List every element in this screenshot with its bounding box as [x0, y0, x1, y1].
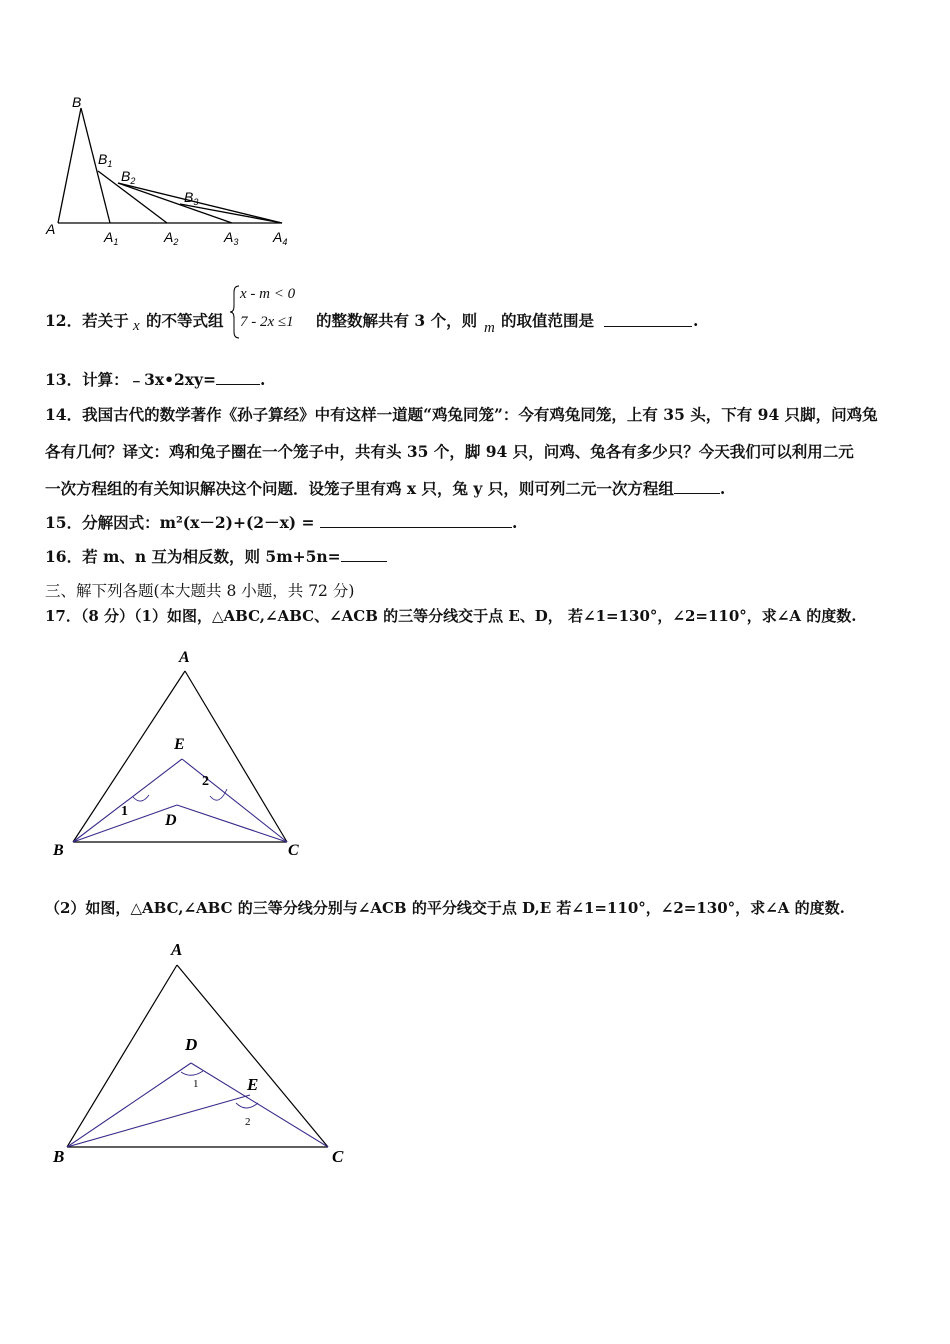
question-12 — [45, 310, 129, 332]
q16-number: 16． — [45, 547, 83, 566]
q12-text-b: 的不等式组 — [146, 311, 224, 330]
question-16 — [45, 546, 387, 568]
label-B1: $B_1$ — [98, 151, 113, 169]
question-14-line2 — [45, 441, 854, 463]
label-C: C — [288, 842, 299, 859]
inequality-1: x - m < 0 — [240, 286, 296, 302]
label-A1: $A_1$ — [104, 229, 119, 247]
q14-line2: 各有几何？译文：鸡和兔子圈在一个笼子中，共有头 35 个，脚 94 只，问鸡、兔各有多少只？今天我们可以利用二元 — [45, 442, 854, 461]
q16-text: 若 m、n 互为相反数，则 5m+5n= — [82, 547, 341, 566]
question-17 — [45, 605, 856, 627]
question-15 — [45, 512, 517, 534]
label-A4: $A_4$ — [273, 229, 288, 247]
q12-answer-blank[interactable] — [604, 312, 692, 327]
label-A: A — [46, 221, 56, 237]
q15-text: 分解因式：m²(x－2)+(2－x) = — [82, 513, 315, 532]
label-E: E — [247, 1075, 259, 1094]
q14-end: . — [719, 479, 726, 498]
q12-text-c: 的整数解共有 3 个，则 — [316, 311, 478, 330]
q17-text: （8 分）（1）如图，△ABC,∠ABC、∠ACB 的三等分线交于点 E、D， 若∠1=130°，∠2=110°，求∠A 的度数. — [80, 607, 857, 625]
angle-1-label: 1 — [121, 804, 128, 819]
angle-2-label: 2 — [202, 774, 209, 789]
q15-end: . — [511, 513, 518, 532]
q14-answer-blank[interactable] — [674, 479, 720, 494]
q14-line1: 我国古代的数学著作《孙子算经》中有这样一道题“鸡兔同笼”：今有鸡兔同笼，上有 35 头，下有 94 只脚，问鸡兔 — [82, 405, 878, 424]
q12-var-m: m — [484, 320, 495, 336]
angle-1-label: 1 — [193, 1078, 199, 1090]
q17-number: 17． — [45, 607, 81, 625]
label-B3: $B_3$ — [184, 189, 199, 207]
label-B: B — [53, 842, 64, 859]
figure-q17-part2 — [45, 935, 365, 1175]
label-B: B — [72, 94, 82, 110]
q12-number: 12． — [45, 311, 83, 330]
q16-answer-blank[interactable] — [341, 547, 387, 562]
inequality-system — [230, 284, 320, 340]
angle-2-label: 2 — [245, 1116, 251, 1128]
q15-answer-blank[interactable] — [320, 513, 512, 528]
q12-end: . — [693, 311, 699, 330]
question-17-part2: （2）如图，△ABC,∠ABC 的三等分线分别与∠ACB 的平分线交于点 D,E 若∠1=110°，∠2=130°，求∠A 的度数. — [45, 899, 845, 917]
figure-q17-part1 — [45, 640, 315, 870]
brace-icon — [230, 284, 240, 340]
figure-sequence-triangles — [40, 92, 310, 252]
q13-answer-blank[interactable] — [216, 370, 260, 385]
label-D: D — [165, 812, 177, 829]
question-14-line3 — [45, 478, 725, 500]
q13-text: 计算：﹣3x•2xy= — [82, 370, 217, 389]
label-A3: $A_3$ — [224, 229, 239, 247]
q12-var-x: x — [133, 318, 140, 334]
question-14-line1 — [45, 404, 878, 426]
q15-number: 15． — [45, 513, 83, 532]
label-A: A — [179, 649, 190, 666]
label-A2: $A_2$ — [164, 229, 179, 247]
q12-text-d: 的取值范围是 — [501, 311, 595, 330]
q13-number: 13． — [45, 370, 83, 389]
q12-text-a: 若关于 — [82, 311, 129, 330]
q14-number: 14． — [45, 405, 83, 424]
label-E: E — [174, 736, 185, 753]
q14-line3: 一次方程组的有关知识解决这个问题．设笼子里有鸡 x 只，兔 y 只，则可列二元一次方程组 — [45, 479, 674, 498]
label-B2: $B_2$ — [121, 168, 136, 186]
label-B: B — [53, 1147, 65, 1166]
label-D: D — [185, 1035, 198, 1054]
section-3-title: 三、解下列各题(本大题共 8 小题，共 72 分) — [45, 582, 355, 600]
question-13 — [45, 369, 265, 391]
label-C: C — [332, 1147, 344, 1166]
label-A: A — [171, 940, 183, 959]
q13-end: . — [260, 370, 266, 389]
inequality-2: 7 - 2x ≤1 — [240, 314, 294, 330]
